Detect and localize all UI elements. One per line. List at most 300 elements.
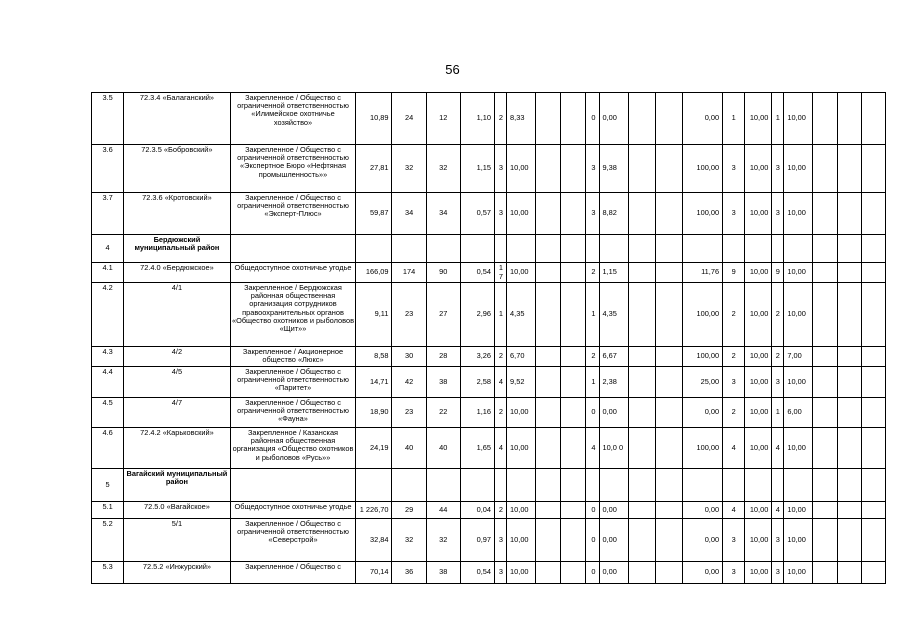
quota-count-cell: 4	[495, 367, 507, 398]
empty-cell	[536, 502, 561, 519]
count-b-cell: 38	[426, 562, 460, 584]
page-number: 56	[445, 62, 460, 77]
row-number-cell: 5	[92, 469, 124, 502]
empty-cell	[655, 519, 682, 562]
row-number-cell: 4.1	[92, 263, 124, 283]
rank-b-value-cell: 6,00	[784, 398, 812, 428]
rank-a-value-cell: 10,00	[745, 263, 772, 283]
count-a-cell: 36	[392, 562, 426, 584]
count-b-cell: 32	[426, 519, 460, 562]
percent-cell: 100,00	[682, 428, 722, 469]
row-number-cell: 4.4	[92, 367, 124, 398]
empty-cell	[837, 562, 861, 584]
rank-a-value-cell: 10,00	[745, 428, 772, 469]
count-b-cell: 27	[426, 283, 460, 347]
score-value-cell: 1,15	[599, 263, 628, 283]
ground-name-cell: 72.5.2 «Инжурский»	[124, 562, 231, 584]
percent-cell: 100,00	[682, 193, 722, 235]
empty-cell	[628, 193, 655, 235]
quota-count-cell: 3	[495, 519, 507, 562]
percent-cell: 25,00	[682, 367, 722, 398]
table-row	[92, 93, 886, 145]
empty-cell	[536, 519, 561, 562]
empty-cell	[655, 398, 682, 428]
empty-cell	[561, 193, 586, 235]
empty-cell	[812, 263, 837, 283]
score-count-cell: 1	[586, 283, 599, 347]
rank-a-value-cell: 10,00	[745, 562, 772, 584]
empty-cell	[861, 235, 885, 263]
table-row	[92, 263, 886, 283]
density-cell: 1,10	[460, 93, 494, 145]
count-a-cell: 23	[392, 283, 426, 347]
density-cell: 0,54	[460, 562, 494, 584]
count-a-cell: 29	[392, 502, 426, 519]
ground-name-cell: 72.4.2 «Карьковский»	[124, 428, 231, 469]
empty-cell	[655, 428, 682, 469]
rank-a-cell	[723, 235, 745, 263]
density-cell: 3,26	[460, 347, 494, 367]
percent-cell	[682, 469, 722, 502]
rank-a-value-cell: 10,00	[745, 145, 772, 193]
empty-cell	[655, 145, 682, 193]
rank-a-value-cell: 10,00	[745, 398, 772, 428]
empty-cell	[861, 283, 885, 347]
rank-a-value-cell: 10,00	[745, 347, 772, 367]
empty-cell	[655, 562, 682, 584]
empty-cell	[837, 263, 861, 283]
ground-type-cell: Закрепленное / Общество с ограниченной ответственностью «Экспертное Бюро «Нефтяная промышленность»»	[230, 145, 356, 193]
rank-b-value-cell: 10,00	[784, 428, 812, 469]
table-row	[92, 398, 886, 428]
area-cell: 24,19	[356, 428, 392, 469]
area-cell: 166,09	[356, 263, 392, 283]
empty-cell	[812, 193, 837, 235]
empty-cell	[812, 145, 837, 193]
empty-cell	[812, 283, 837, 347]
empty-cell	[812, 347, 837, 367]
quota-count-cell: 2	[495, 398, 507, 428]
score-value-cell: 9,38	[599, 145, 628, 193]
table-row	[92, 519, 886, 562]
density-cell: 2,96	[460, 283, 494, 347]
rank-b-cell: 3	[772, 562, 784, 584]
empty-cell	[861, 193, 885, 235]
count-b-cell	[426, 469, 460, 502]
empty-cell	[536, 469, 561, 502]
count-a-cell	[392, 235, 426, 263]
count-b-cell	[426, 235, 460, 263]
rank-a-cell: 2	[723, 283, 745, 347]
table-row	[92, 347, 886, 367]
empty-cell	[536, 428, 561, 469]
empty-cell	[861, 263, 885, 283]
quota-count-cell: 3	[495, 193, 507, 235]
empty-cell	[837, 235, 861, 263]
score-count-cell: 0	[586, 398, 599, 428]
rank-a-cell: 2	[723, 398, 745, 428]
score-count-cell: 4	[586, 428, 599, 469]
empty-cell	[561, 347, 586, 367]
table-row	[92, 469, 886, 502]
empty-cell	[536, 93, 561, 145]
table-row	[92, 145, 886, 193]
area-cell: 27,81	[356, 145, 392, 193]
density-cell: 2,58	[460, 367, 494, 398]
rank-b-value-cell: 10,00	[784, 145, 812, 193]
rank-a-cell: 2	[723, 347, 745, 367]
quota-count-cell: 2	[495, 502, 507, 519]
rank-b-cell: 3	[772, 145, 784, 193]
empty-cell	[812, 469, 837, 502]
rank-a-value-cell: 10,00	[745, 502, 772, 519]
table-row	[92, 283, 886, 347]
rank-a-value-cell	[745, 235, 772, 263]
row-number-cell: 4.3	[92, 347, 124, 367]
rank-b-value-cell: 10,00	[784, 562, 812, 584]
count-a-cell: 42	[392, 367, 426, 398]
density-cell	[460, 469, 494, 502]
empty-cell	[561, 469, 586, 502]
percent-cell: 100,00	[682, 145, 722, 193]
area-cell: 8,58	[356, 347, 392, 367]
empty-cell	[837, 428, 861, 469]
percent-cell: 100,00	[682, 347, 722, 367]
empty-cell	[861, 367, 885, 398]
ground-name-cell: 4/2	[124, 347, 231, 367]
count-b-cell: 90	[426, 263, 460, 283]
score-count-cell	[586, 235, 599, 263]
empty-cell	[812, 562, 837, 584]
rank-b-value-cell: 10,00	[784, 263, 812, 283]
empty-cell	[536, 193, 561, 235]
rank-b-cell	[772, 235, 784, 263]
score-count-cell: 0	[586, 519, 599, 562]
empty-cell	[812, 519, 837, 562]
empty-cell	[628, 347, 655, 367]
score-value-cell	[599, 235, 628, 263]
empty-cell	[655, 367, 682, 398]
empty-cell	[628, 283, 655, 347]
empty-cell	[561, 519, 586, 562]
area-cell	[356, 235, 392, 263]
empty-cell	[655, 263, 682, 283]
score-value-cell	[599, 469, 628, 502]
empty-cell	[861, 93, 885, 145]
empty-cell	[536, 562, 561, 584]
rank-b-value-cell: 10,00	[784, 193, 812, 235]
ground-type-cell: Закрепленное / Бердюжская районная общественная организация сотрудников правоохранительных органов «Общество охотников и рыболовов «Щит»»	[230, 283, 356, 347]
ground-type-cell: Закрепленное / Общество с ограниченной ответственностью «Фауна»	[230, 398, 356, 428]
table-row	[92, 235, 886, 263]
ground-name-cell: 5/1	[124, 519, 231, 562]
empty-cell	[561, 145, 586, 193]
empty-cell	[655, 469, 682, 502]
quota-value-cell: 8,33	[507, 93, 536, 145]
percent-cell: 11,76	[682, 263, 722, 283]
quota-count-cell: 2	[495, 347, 507, 367]
empty-cell	[861, 502, 885, 519]
row-number-cell: 3.5	[92, 93, 124, 145]
empty-cell	[561, 502, 586, 519]
row-number-cell: 4.6	[92, 428, 124, 469]
table-row	[92, 193, 886, 235]
empty-cell	[837, 519, 861, 562]
row-number-cell: 4.5	[92, 398, 124, 428]
empty-cell	[837, 398, 861, 428]
table-row	[92, 562, 886, 584]
rank-a-cell: 3	[723, 193, 745, 235]
rank-b-value-cell: 10,00	[784, 283, 812, 347]
area-cell: 14,71	[356, 367, 392, 398]
empty-cell	[837, 93, 861, 145]
count-a-cell: 23	[392, 398, 426, 428]
ground-name-cell: 4/5	[124, 367, 231, 398]
density-cell: 1,15	[460, 145, 494, 193]
rank-a-cell: 4	[723, 428, 745, 469]
quota-count-cell	[495, 469, 507, 502]
count-b-cell: 38	[426, 367, 460, 398]
score-count-cell: 1	[586, 367, 599, 398]
score-value-cell: 10,0 0	[599, 428, 628, 469]
ground-type-cell: Закрепленное / Казанская районная общественная организация «Общество охотников и рыболовов «Русь»»	[230, 428, 356, 469]
table-row	[92, 367, 886, 398]
count-b-cell: 34	[426, 193, 460, 235]
score-count-cell: 0	[586, 562, 599, 584]
count-a-cell: 24	[392, 93, 426, 145]
rank-b-cell: 3	[772, 367, 784, 398]
rank-b-value-cell: 10,00	[784, 367, 812, 398]
score-value-cell: 4,35	[599, 283, 628, 347]
quota-value-cell: 10,00	[507, 502, 536, 519]
area-cell: 59,87	[356, 193, 392, 235]
percent-cell: 0,00	[682, 93, 722, 145]
quota-count-cell: 1	[495, 283, 507, 347]
rank-b-cell: 2	[772, 283, 784, 347]
ground-name-cell: Вагайский муниципальный район	[124, 469, 231, 502]
count-a-cell: 34	[392, 193, 426, 235]
ground-type-cell: Общедоступное охотничье угодье	[230, 263, 356, 283]
empty-cell	[536, 263, 561, 283]
ground-name-cell: Бердюжский муниципальный район	[124, 235, 231, 263]
ground-name-cell: 72.3.6 «Кротовский»	[124, 193, 231, 235]
quota-count-cell: 2	[495, 93, 507, 145]
score-count-cell: 2	[586, 263, 599, 283]
area-cell: 9,11	[356, 283, 392, 347]
score-count-cell: 3	[586, 145, 599, 193]
empty-cell	[561, 283, 586, 347]
area-cell	[356, 469, 392, 502]
ground-name-cell: 4/1	[124, 283, 231, 347]
area-cell: 10,89	[356, 93, 392, 145]
quota-value-cell: 10,00	[507, 398, 536, 428]
score-value-cell: 8,82	[599, 193, 628, 235]
empty-cell	[655, 347, 682, 367]
empty-cell	[561, 398, 586, 428]
ground-type-cell: Закрепленное / Общество с	[230, 562, 356, 584]
area-cell: 32,84	[356, 519, 392, 562]
count-a-cell: 40	[392, 428, 426, 469]
ground-name-cell: 72.3.5 «Бобровский»	[124, 145, 231, 193]
percent-cell: 0,00	[682, 562, 722, 584]
rank-a-cell	[723, 469, 745, 502]
quota-value-cell	[507, 235, 536, 263]
empty-cell	[628, 145, 655, 193]
table-row	[92, 502, 886, 519]
rank-a-value-cell: 10,00	[745, 367, 772, 398]
area-cell: 18,90	[356, 398, 392, 428]
rank-b-value-cell: 7,00	[784, 347, 812, 367]
count-a-cell: 32	[392, 145, 426, 193]
empty-cell	[628, 502, 655, 519]
hunting-grounds-table	[91, 92, 886, 584]
ground-name-cell: 72.3.4 «Балаганский»	[124, 93, 231, 145]
count-b-cell: 28	[426, 347, 460, 367]
empty-cell	[837, 145, 861, 193]
empty-cell	[655, 193, 682, 235]
count-a-cell: 30	[392, 347, 426, 367]
ground-type-cell: Закрепленное / Общество с ограниченной ответственностью «Эксперт-Плюс»	[230, 193, 356, 235]
empty-cell	[561, 263, 586, 283]
percent-cell	[682, 235, 722, 263]
quota-value-cell: 6,70	[507, 347, 536, 367]
ground-name-cell: 72.5.0 «Вагайское»	[124, 502, 231, 519]
empty-cell	[861, 145, 885, 193]
area-cell: 1 226,70	[356, 502, 392, 519]
density-cell: 0,04	[460, 502, 494, 519]
rank-a-cell: 3	[723, 367, 745, 398]
rank-b-value-cell: 10,00	[784, 93, 812, 145]
empty-cell	[561, 562, 586, 584]
ground-type-cell	[230, 469, 356, 502]
score-value-cell: 0,00	[599, 93, 628, 145]
empty-cell	[861, 562, 885, 584]
empty-cell	[655, 93, 682, 145]
rank-a-value-cell	[745, 469, 772, 502]
empty-cell	[837, 193, 861, 235]
rank-a-value-cell: 10,00	[745, 283, 772, 347]
empty-cell	[628, 235, 655, 263]
ground-type-cell: Закрепленное / Акционерное общество «Люкс»	[230, 347, 356, 367]
rank-b-value-cell	[784, 235, 812, 263]
row-number-cell: 4	[92, 235, 124, 263]
rank-b-value-cell: 10,00	[784, 519, 812, 562]
ground-type-cell: Закрепленное / Общество с ограниченной ответственностью «Северстрой»	[230, 519, 356, 562]
score-value-cell: 0,00	[599, 398, 628, 428]
row-number-cell: 5.1	[92, 502, 124, 519]
rank-a-cell: 3	[723, 145, 745, 193]
quota-count-cell: 4	[495, 428, 507, 469]
count-a-cell: 32	[392, 519, 426, 562]
empty-cell	[628, 428, 655, 469]
rank-a-cell: 1	[723, 93, 745, 145]
empty-cell	[861, 469, 885, 502]
score-value-cell: 0,00	[599, 562, 628, 584]
empty-cell	[861, 428, 885, 469]
empty-cell	[655, 235, 682, 263]
empty-cell	[812, 398, 837, 428]
empty-cell	[837, 283, 861, 347]
table-row	[92, 428, 886, 469]
empty-cell	[536, 235, 561, 263]
quota-count-cell: 3	[495, 562, 507, 584]
count-b-cell: 44	[426, 502, 460, 519]
ground-type-cell: Закрепленное / Общество с ограниченной ответственностью «Илимейское охотничье хозяйство»	[230, 93, 356, 145]
score-count-cell: 2	[586, 347, 599, 367]
quota-count-cell	[495, 235, 507, 263]
score-value-cell: 0,00	[599, 519, 628, 562]
quota-value-cell: 4,35	[507, 283, 536, 347]
rank-b-cell: 4	[772, 428, 784, 469]
empty-cell	[861, 398, 885, 428]
empty-cell	[536, 367, 561, 398]
percent-cell: 0,00	[682, 502, 722, 519]
empty-cell	[628, 398, 655, 428]
quota-value-cell: 10,00	[507, 193, 536, 235]
row-number-cell: 5.3	[92, 562, 124, 584]
empty-cell	[812, 502, 837, 519]
quota-value-cell: 9,52	[507, 367, 536, 398]
empty-cell	[837, 367, 861, 398]
score-count-cell	[586, 469, 599, 502]
quota-count-cell: 17	[495, 263, 507, 283]
rank-a-cell: 4	[723, 502, 745, 519]
empty-cell	[812, 235, 837, 263]
count-b-cell: 22	[426, 398, 460, 428]
row-number-cell: 3.6	[92, 145, 124, 193]
rank-a-cell: 3	[723, 562, 745, 584]
quota-value-cell: 10,00	[507, 145, 536, 193]
rank-b-cell: 3	[772, 193, 784, 235]
percent-cell: 100,00	[682, 283, 722, 347]
empty-cell	[536, 145, 561, 193]
empty-cell	[861, 519, 885, 562]
score-value-cell: 0,00	[599, 502, 628, 519]
rank-a-cell: 9	[723, 263, 745, 283]
density-cell: 0,97	[460, 519, 494, 562]
rank-a-value-cell: 10,00	[745, 193, 772, 235]
empty-cell	[812, 367, 837, 398]
rank-a-value-cell: 10,00	[745, 519, 772, 562]
rank-b-cell: 9	[772, 263, 784, 283]
empty-cell	[655, 502, 682, 519]
density-cell: 1,65	[460, 428, 494, 469]
quota-value-cell: 10,00	[507, 562, 536, 584]
empty-cell	[628, 519, 655, 562]
empty-cell	[561, 235, 586, 263]
quota-value-cell: 10,00	[507, 263, 536, 283]
score-value-cell: 6,67	[599, 347, 628, 367]
score-count-cell: 0	[586, 502, 599, 519]
count-a-cell	[392, 469, 426, 502]
ground-type-cell: Закрепленное / Общество с ограниченной ответственностью «Паритет»	[230, 367, 356, 398]
ground-type-cell: Общедоступное охотничье угодье	[230, 502, 356, 519]
count-a-cell: 174	[392, 263, 426, 283]
ground-name-cell: 4/7	[124, 398, 231, 428]
empty-cell	[536, 347, 561, 367]
empty-cell	[837, 469, 861, 502]
empty-cell	[655, 283, 682, 347]
count-b-cell: 40	[426, 428, 460, 469]
empty-cell	[561, 93, 586, 145]
area-cell: 70,14	[356, 562, 392, 584]
rank-b-value-cell	[784, 469, 812, 502]
row-number-cell: 5.2	[92, 519, 124, 562]
quota-count-cell: 3	[495, 145, 507, 193]
density-cell: 0,57	[460, 193, 494, 235]
ground-name-cell: 72.4.0 «Бердюжское»	[124, 263, 231, 283]
score-value-cell: 2,38	[599, 367, 628, 398]
